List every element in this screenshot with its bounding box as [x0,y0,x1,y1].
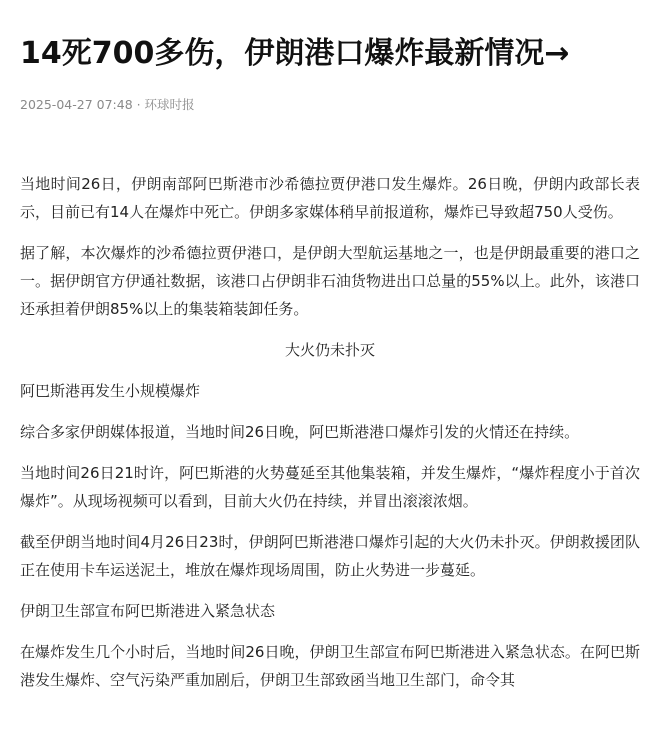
paragraph-subheading-1: 阿巴斯港再发生小规模爆炸 [20,382,201,400]
paragraph-6: 在爆炸发生几个小时后，当地时间26日晚，伊朗卫生部宣布阿巴斯港进入紧急状态。在阿巴斯港发生爆炸、空气污染严重加剧后，伊朗卫生部致函当地卫生部门，命令其 [20,643,640,689]
article-meta: 2025-04-27 07:48 · 环球时报 [20,97,195,112]
article-body [20,170,640,694]
paragraph-5: 截至伊朗当地时间4月26日23时，伊朗阿巴斯港港口爆炸引起的大火仍未扑灭。伊朗救援团队正在使用卡车运送泥土，堆放在爆炸现场周围，防止火势进一步蔓延。 [20,533,640,579]
paragraph-subheading-2: 伊朗卫生部宣布阿巴斯港进入紧急状态 [20,602,276,620]
article-title: 14死700多伤，伊朗港口爆炸最新情况→ [20,36,570,71]
article [20,0,640,707]
paragraph-1: 当地时间26日，伊朗南部阿巴斯港市沙希德拉贾伊港口发生爆炸。26日晚，伊朗内政部长表示，目前已有14人在爆炸中死亡。伊朗多家媒体稍早前报道称，爆炸已导致超750人受伤。 [20,175,640,221]
paragraph-4: 当地时间26日21时许，阿巴斯港的火势蔓延至其他集装箱，并发生爆炸，“爆炸程度小于首次爆炸”。从现场视频可以看到，目前大火仍在持续，并冒出滚滚浓烟。 [20,464,640,510]
paragraph-2: 据了解，本次爆炸的沙希德拉贾伊港口，是伊朗大型航运基地之一，也是伊朗最重要的港口之一。据伊朗官方伊通社数据，该港口占伊朗非石油货物进出口总量的55%以上。此外，该港口还承担着伊朗85%以上的集装箱装卸任务。 [20,244,640,318]
paragraph-3: 综合多家伊朗媒体报道，当地时间26日晚，阿巴斯港港口爆炸引发的火情还在持续。 [20,423,580,441]
section-heading: 大火仍未扑灭 [284,341,375,359]
